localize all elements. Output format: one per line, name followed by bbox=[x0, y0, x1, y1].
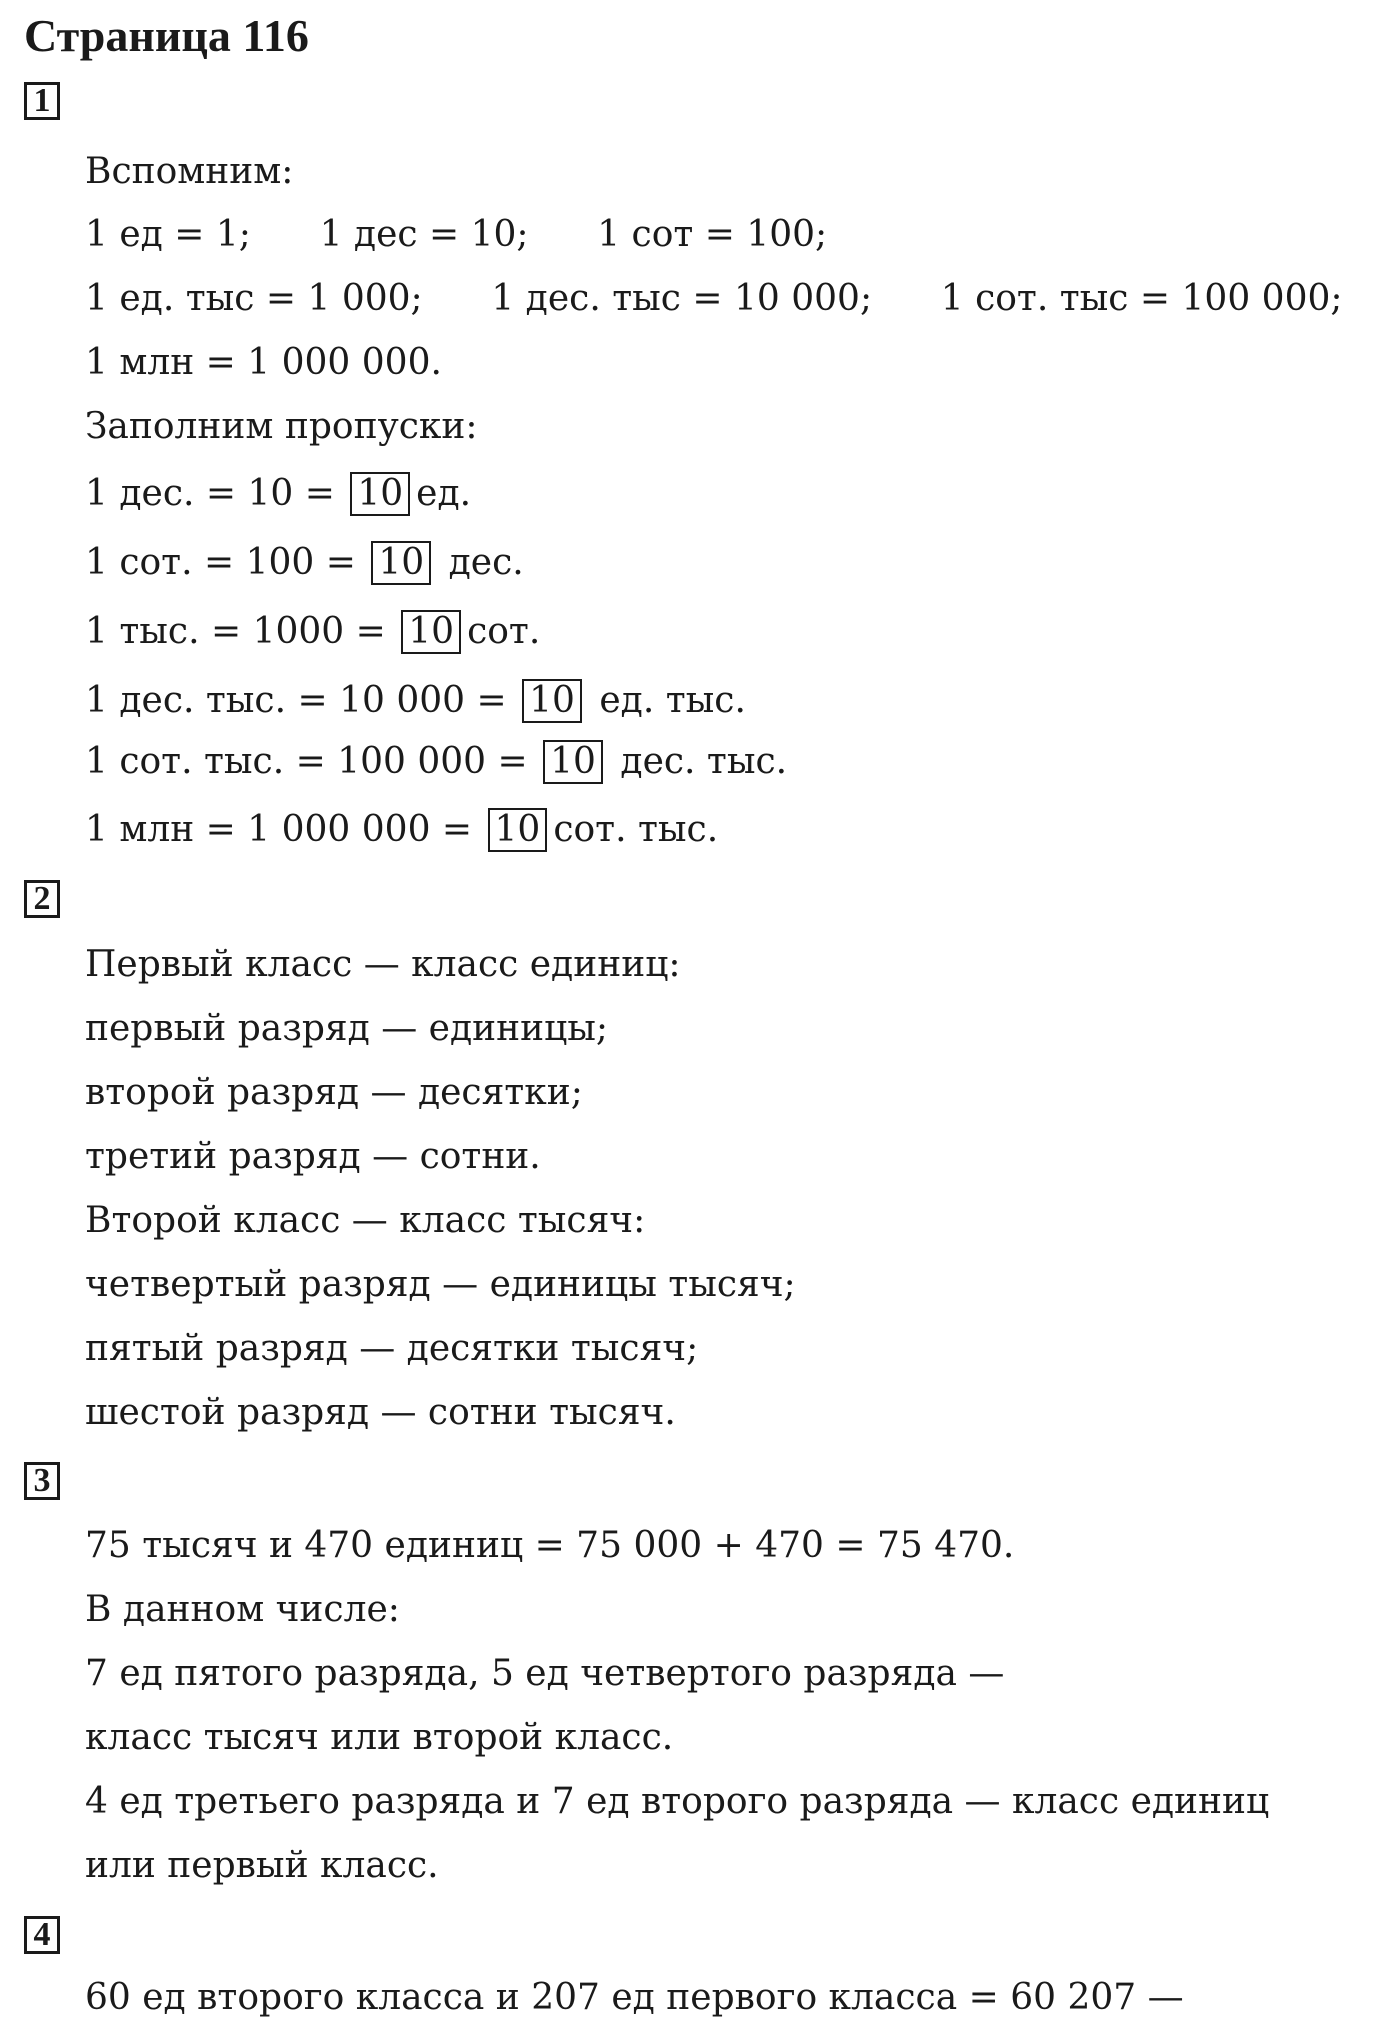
task-number-2: 2 bbox=[24, 880, 60, 918]
task3-line: 4 ед третьего разряда и 7 ед второго разряда — класс единиц bbox=[85, 1781, 1270, 1822]
task1-equation bbox=[85, 808, 718, 852]
equation-left: 1 дес. = 10 = bbox=[85, 473, 347, 514]
task2-line: четвертый разряд — единицы тысяч; bbox=[85, 1264, 796, 1305]
answer-box: 10 bbox=[522, 679, 582, 723]
equation-left: 1 сот. тыс. = 100 000 = bbox=[85, 741, 540, 782]
task3-line: класс тысяч или второй класс. bbox=[85, 1717, 674, 1758]
task2-line: Первый класс — класс единиц: bbox=[85, 944, 681, 985]
equation-right: дес. bbox=[437, 542, 524, 583]
task1-equation bbox=[85, 541, 524, 585]
task1-equation bbox=[85, 472, 471, 516]
task2-line: шестой разряд — сотни тысяч. bbox=[85, 1392, 676, 1433]
equation-left: 1 млн = 1 000 000 = bbox=[85, 809, 484, 850]
answer-box: 10 bbox=[488, 808, 548, 852]
task3-line: 75 тысяч и 470 единиц = 75 000 + 470 = 75 470. bbox=[85, 1525, 1015, 1566]
task1-equation bbox=[85, 740, 787, 784]
task3-line: или первый класс. bbox=[85, 1845, 439, 1886]
task-number-1: 1 bbox=[24, 82, 60, 120]
equation-right: ед. bbox=[416, 473, 472, 514]
answer-box: 10 bbox=[371, 541, 431, 585]
task1-fill-heading: Заполним пропуски: bbox=[85, 406, 478, 447]
task-number-4: 4 bbox=[24, 1916, 60, 1954]
answer-box: 10 bbox=[543, 740, 603, 784]
equation-right: дес. тыс. bbox=[608, 741, 788, 782]
equation-left: 1 сот. = 100 = bbox=[85, 542, 368, 583]
task3-line: В данном числе: bbox=[85, 1589, 400, 1630]
equation-left: 1 дес. тыс. = 10 000 = bbox=[85, 680, 519, 721]
page-title: Страница 116 bbox=[24, 10, 309, 61]
task1-units-row-1: 1 ед = 1; 1 дес = 10; 1 сот = 100; bbox=[85, 214, 828, 255]
answer-box: 10 bbox=[350, 472, 410, 516]
task3-line: 7 ед пятого разряда, 5 ед четвертого разряда — bbox=[85, 1653, 1005, 1694]
task1-equation bbox=[85, 610, 540, 654]
equation-right: сот. bbox=[467, 611, 541, 652]
answer-box: 10 bbox=[401, 610, 461, 654]
task4-line: 60 ед второго класса и 207 ед первого класса = 60 207 — bbox=[85, 1977, 1184, 2018]
equation-right: сот. тыс. bbox=[553, 809, 719, 850]
task2-line: пятый разряд — десятки тысяч; bbox=[85, 1328, 699, 1369]
task1-recall: Вспомним: bbox=[85, 151, 294, 192]
task2-line: первый разряд — единицы; bbox=[85, 1008, 609, 1049]
task2-line: третий разряд — сотни. bbox=[85, 1136, 541, 1177]
equation-left: 1 тыс. = 1000 = bbox=[85, 611, 398, 652]
task1-units-row-2: 1 ед. тыс = 1 000; 1 дес. тыс = 10 000; 1 сот. тыс = 100 000; bbox=[85, 278, 1343, 319]
task2-line: второй разряд — десятки; bbox=[85, 1072, 583, 1113]
task-number-3: 3 bbox=[24, 1462, 60, 1500]
equation-right: ед. тыс. bbox=[587, 680, 746, 721]
task1-equation bbox=[85, 679, 746, 723]
task1-units-row-3: 1 млн = 1 000 000. bbox=[85, 342, 442, 383]
task2-line: Второй класс — класс тысяч: bbox=[85, 1200, 646, 1241]
